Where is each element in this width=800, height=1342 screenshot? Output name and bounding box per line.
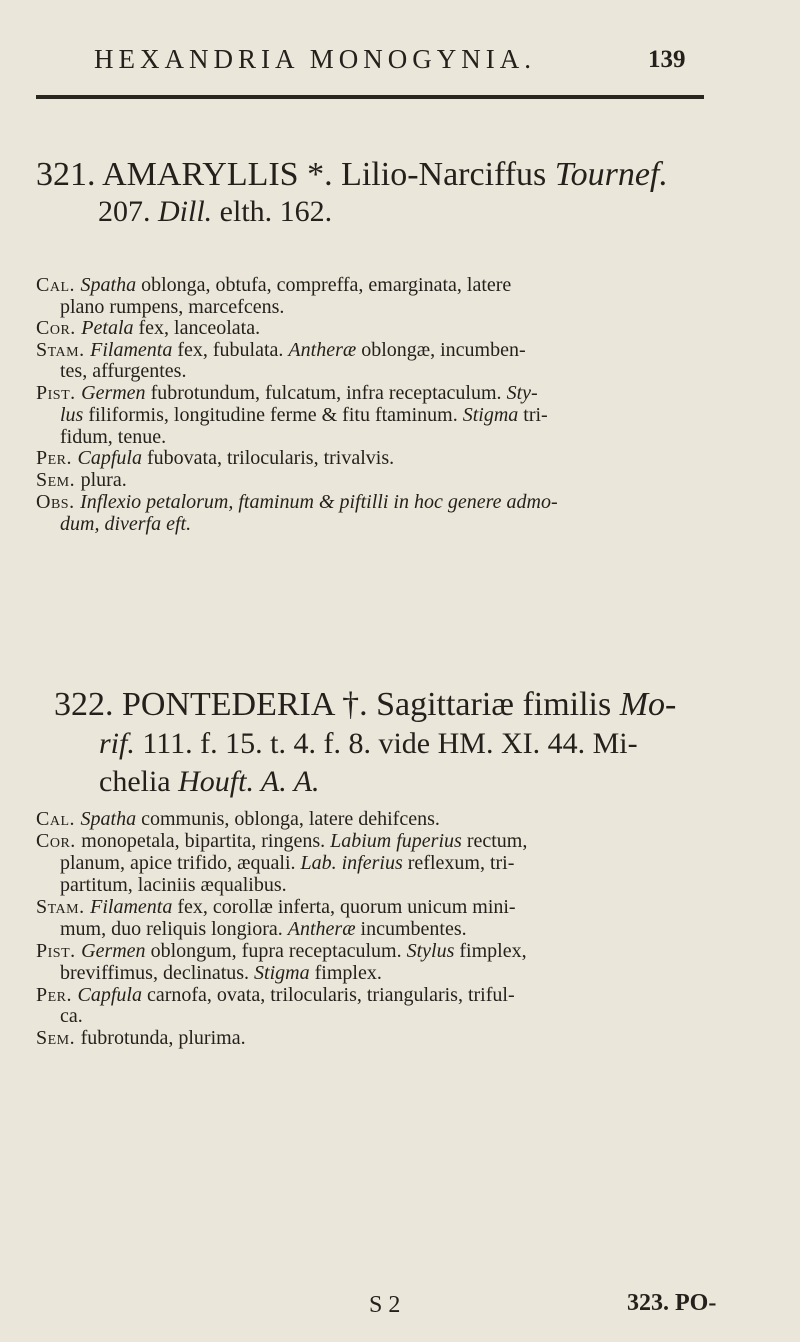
description-line bbox=[60, 514, 191, 534]
section-label: Per. bbox=[36, 447, 78, 469]
italic-term: Stigma bbox=[254, 962, 310, 984]
line-text: fimplex, bbox=[454, 940, 527, 962]
italic-term: dum, diverfa eft. bbox=[60, 513, 192, 535]
line-text: ca. bbox=[60, 1005, 83, 1027]
italic-term: Stigma bbox=[462, 404, 519, 426]
description-line bbox=[60, 853, 514, 873]
italic-term: Filamenta bbox=[90, 339, 173, 361]
italic-term: Lab. inferius bbox=[300, 852, 403, 874]
italic-term: Capfula bbox=[77, 447, 142, 469]
description-line bbox=[60, 405, 548, 425]
ref-text: chelia bbox=[99, 765, 171, 798]
description-line bbox=[36, 383, 538, 403]
description-line bbox=[60, 297, 284, 317]
description-line bbox=[60, 361, 186, 381]
section-label: Cor. bbox=[36, 317, 82, 339]
italic-term: Germen bbox=[81, 940, 146, 962]
italic-term: Petala bbox=[81, 317, 134, 339]
synonym: Lilio-Narciffus bbox=[341, 156, 547, 193]
genus-mark: †. bbox=[342, 686, 368, 723]
line-text: fex, corollæ inferta, quorum unicum mini- bbox=[172, 896, 516, 918]
section-label: Stam. bbox=[36, 896, 91, 918]
running-head: HEXANDRIA MONOGYNIA. bbox=[94, 44, 536, 74]
description-line bbox=[36, 941, 527, 961]
italic-term: Spatha bbox=[80, 808, 137, 830]
ref-text: elth. 162. bbox=[219, 195, 333, 228]
line-text: fubrotundum, fulcatum, infra receptaculum. bbox=[145, 382, 507, 404]
description-line bbox=[36, 809, 440, 829]
italic-term: Stylus bbox=[406, 940, 455, 962]
line-text: oblonga, obtufa, compreffa, emarginata, latere bbox=[136, 274, 512, 296]
line-text: fex, lanceolata. bbox=[133, 317, 261, 339]
section-label: Per. bbox=[36, 984, 78, 1006]
line-text: rectum, bbox=[461, 830, 528, 852]
description-line bbox=[36, 470, 127, 490]
description-line bbox=[36, 340, 526, 360]
section-label: Stam. bbox=[36, 339, 91, 361]
section-label: Cal. bbox=[36, 808, 81, 830]
line-text: fimplex. bbox=[309, 962, 382, 984]
catchword: 323. PO- bbox=[627, 1290, 717, 1316]
italic-term: lus bbox=[60, 404, 84, 426]
ref-author: Houft. A. A. bbox=[178, 765, 320, 798]
description-line bbox=[36, 492, 558, 512]
description-line bbox=[60, 875, 287, 895]
genus-name: PONTEDERIA bbox=[122, 686, 334, 723]
section-label: Pist. bbox=[36, 382, 82, 404]
ref-text: 111. f. 15. t. 4. f. 8. vide HM. XI. 44. Mi- bbox=[142, 727, 638, 760]
italic-term: Antheræ bbox=[288, 339, 357, 361]
description-line bbox=[36, 318, 260, 338]
header-rule bbox=[36, 95, 704, 99]
section-label: Sem. bbox=[36, 469, 81, 491]
description-line bbox=[36, 1028, 246, 1048]
line-text: tes, affurgentes. bbox=[60, 360, 187, 382]
description-line bbox=[60, 919, 467, 939]
italic-term: Inflexio petalorum, ftaminum & piftilli in hoc genere admo- bbox=[80, 491, 558, 513]
section-label: Obs. bbox=[36, 491, 81, 513]
section-label: Cor. bbox=[36, 830, 82, 852]
line-text: mum, duo reliquis longiora. bbox=[60, 918, 288, 940]
line-text: breviffimus, declinatus. bbox=[60, 962, 255, 984]
entry-321-reference bbox=[98, 197, 332, 227]
italic-term: Germen bbox=[81, 382, 146, 404]
line-text: fubovata, trilocularis, trivalvis. bbox=[141, 447, 395, 469]
entry-number: 322. bbox=[54, 686, 114, 723]
line-text: incumbentes. bbox=[355, 918, 467, 940]
line-text: oblongæ, incumben- bbox=[356, 339, 526, 361]
line-text: communis, oblonga, latere dehifcens. bbox=[136, 808, 440, 830]
line-text: oblongum, fupra receptaculum. bbox=[145, 940, 407, 962]
entry-322-reference-2 bbox=[99, 767, 320, 797]
entry-321-heading bbox=[36, 158, 668, 192]
italic-term: Filamenta bbox=[90, 896, 173, 918]
line-text: plura. bbox=[80, 469, 127, 491]
entry-number: 321. bbox=[36, 156, 96, 193]
section-label: Sem. bbox=[36, 1027, 81, 1049]
description-line bbox=[36, 275, 511, 295]
line-text: partitum, laciniis æqualibus. bbox=[60, 874, 287, 896]
italic-term: Capfula bbox=[77, 984, 142, 1006]
line-text: carnofa, ovata, trilocularis, triangularis, triful- bbox=[141, 984, 515, 1006]
genus-name: AMARYLLIS bbox=[102, 156, 299, 193]
line-text: fex, fubulata. bbox=[172, 339, 289, 361]
description-line bbox=[60, 427, 166, 447]
line-text: reflexum, tri- bbox=[402, 852, 515, 874]
line-text: fubrotunda, plurima. bbox=[80, 1027, 246, 1049]
description-line bbox=[36, 831, 527, 851]
line-text: tri- bbox=[518, 404, 548, 426]
line-text: filiformis, longitudine ferme & fitu ftaminum. bbox=[83, 404, 463, 426]
line-text: planum, apice trifido, æquali. bbox=[60, 852, 301, 874]
genus-mark: *. bbox=[307, 156, 333, 193]
section-label: Pist. bbox=[36, 940, 82, 962]
ref-author: Dill. bbox=[158, 195, 213, 228]
page-number: 139 bbox=[648, 46, 686, 73]
description-line bbox=[60, 1006, 83, 1026]
section-label: Cal. bbox=[36, 274, 81, 296]
line-text: fidum, tenue. bbox=[60, 426, 167, 448]
synonym: Sagittariæ fimilis bbox=[376, 686, 612, 723]
description-line bbox=[36, 985, 515, 1005]
signature-mark: S 2 bbox=[369, 1292, 401, 1318]
description-line bbox=[36, 897, 516, 917]
line-text: plano rumpens, marcefcens. bbox=[60, 296, 285, 318]
author: Tournef. bbox=[554, 156, 668, 193]
italic-term: Spatha bbox=[80, 274, 137, 296]
description-line bbox=[60, 963, 382, 983]
italic-term: Antheræ bbox=[287, 918, 356, 940]
entry-322-heading bbox=[54, 688, 676, 722]
italic-term: Labium fuperius bbox=[330, 830, 462, 852]
italic-term: Sty- bbox=[506, 382, 538, 404]
description-line bbox=[36, 448, 394, 468]
author: Mo- bbox=[619, 686, 677, 723]
ref-author: rif. bbox=[99, 727, 135, 760]
ref-number: 207. bbox=[98, 195, 151, 228]
entry-322-reference bbox=[99, 729, 638, 759]
line-text: monopetala, bipartita, ringens. bbox=[81, 830, 331, 852]
